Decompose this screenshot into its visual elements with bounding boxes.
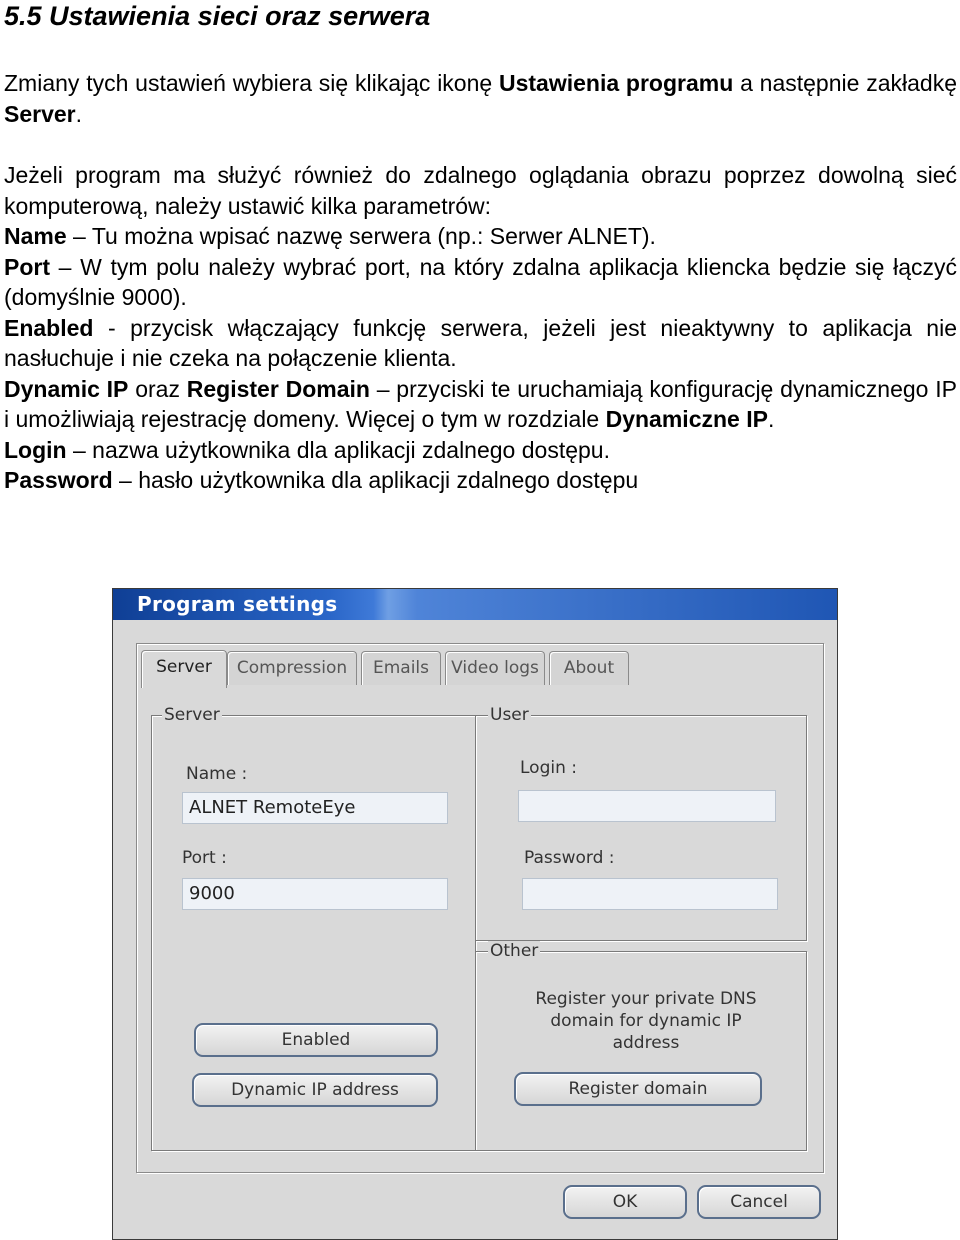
dynamic-ip-reference: Dynamiczne IP (605, 406, 768, 432)
intro-text-2: a następnie zakładkę (733, 70, 957, 96)
section-title: 5.5 Ustawienia sieci oraz serwera (4, 1, 431, 31)
server-group (151, 705, 476, 1151)
password-input[interactable] (522, 878, 778, 910)
other-group-label: Other (490, 941, 539, 961)
name-input[interactable]: ALNET RemoteEye (182, 792, 448, 824)
dynamic-end: . (767, 406, 775, 432)
port-label: Port : (182, 848, 227, 868)
intro-bold-server: Server (4, 100, 76, 127)
tab-server[interactable]: Server (141, 650, 227, 688)
enabled-button[interactable]: Enabled (194, 1023, 438, 1057)
port-input[interactable]: 9000 (182, 878, 448, 910)
other-group (475, 941, 807, 1151)
name-label: Name : (186, 764, 248, 784)
login-term: Login (4, 436, 67, 463)
params-intro-text: Jeżeli program ma służyć również do zdalnego oglądania obrazu poprzez dowolną sieć komputerową, należy ustawić kilka parametrów: (4, 162, 957, 219)
port-description: – W tym polu należy wybrać port, na który zdalna aplikacja kliencka będzie się łączyć (domyślnie 9000). (4, 253, 957, 310)
register-domain-button[interactable]: Register domain (514, 1072, 762, 1106)
password-term: Password (4, 467, 113, 493)
tab-about[interactable]: About (549, 651, 629, 685)
register-dns-description: Register your private DNS domain for dynamic IP address (535, 989, 757, 1053)
user-group-label: User (490, 705, 529, 725)
tab-video-logs[interactable]: Video logs (445, 651, 545, 685)
dynamic-ip-button[interactable]: Dynamic IP address (192, 1073, 438, 1107)
enabled-description: - przycisk włączający funkcję serwera, jeżeli jest nieaktywny to aplikacja nie nasłuchuje i nie czeka na połączenie klienta. (4, 314, 957, 371)
enabled-term: Enabled (4, 314, 94, 341)
user-group (475, 705, 807, 941)
window-title: Program settings (113, 589, 837, 620)
name-description: – Tu można wpisać nazwę serwera (np.: Serwer ALNET). (66, 223, 656, 249)
login-input[interactable] (518, 790, 776, 822)
dynamic-ip-term: Dynamic IP (4, 375, 129, 402)
intro-paragraph (4, 68, 957, 129)
server-group-label: Server (164, 705, 220, 725)
intro-text: Zmiany tych ustawień wybiera się klikając ikonę (4, 70, 499, 96)
intro-text-3: . (75, 100, 83, 127)
password-label: Password : (524, 848, 615, 868)
register-domain-term: Register Domain (186, 375, 370, 402)
cancel-button[interactable]: Cancel (697, 1185, 821, 1219)
login-label: Login : (520, 758, 577, 778)
ok-button[interactable]: OK (563, 1185, 687, 1219)
tab-compression[interactable]: Compression (227, 651, 357, 685)
intro-bold-settings: Ustawienia programu (498, 70, 734, 96)
parameters-paragraph (4, 160, 957, 496)
password-description: – hasło użytkownika dla aplikacji zdalnego dostępu (112, 467, 639, 493)
port-term: Port (4, 253, 50, 280)
tab-emails[interactable]: Emails (361, 651, 441, 685)
name-term: Name (4, 223, 67, 249)
dynamic-description: – przyciski te uruchamiają konfigurację dynamicznego IP i umożliwiają rejestrację domeny. Więcej o tym w rozdziale (4, 375, 957, 432)
login-description: – nazwa użytkownika dla aplikacji zdalnego dostępu. (66, 436, 610, 463)
dynamic-connector: oraz (128, 375, 187, 402)
program-settings-window (112, 588, 838, 1240)
